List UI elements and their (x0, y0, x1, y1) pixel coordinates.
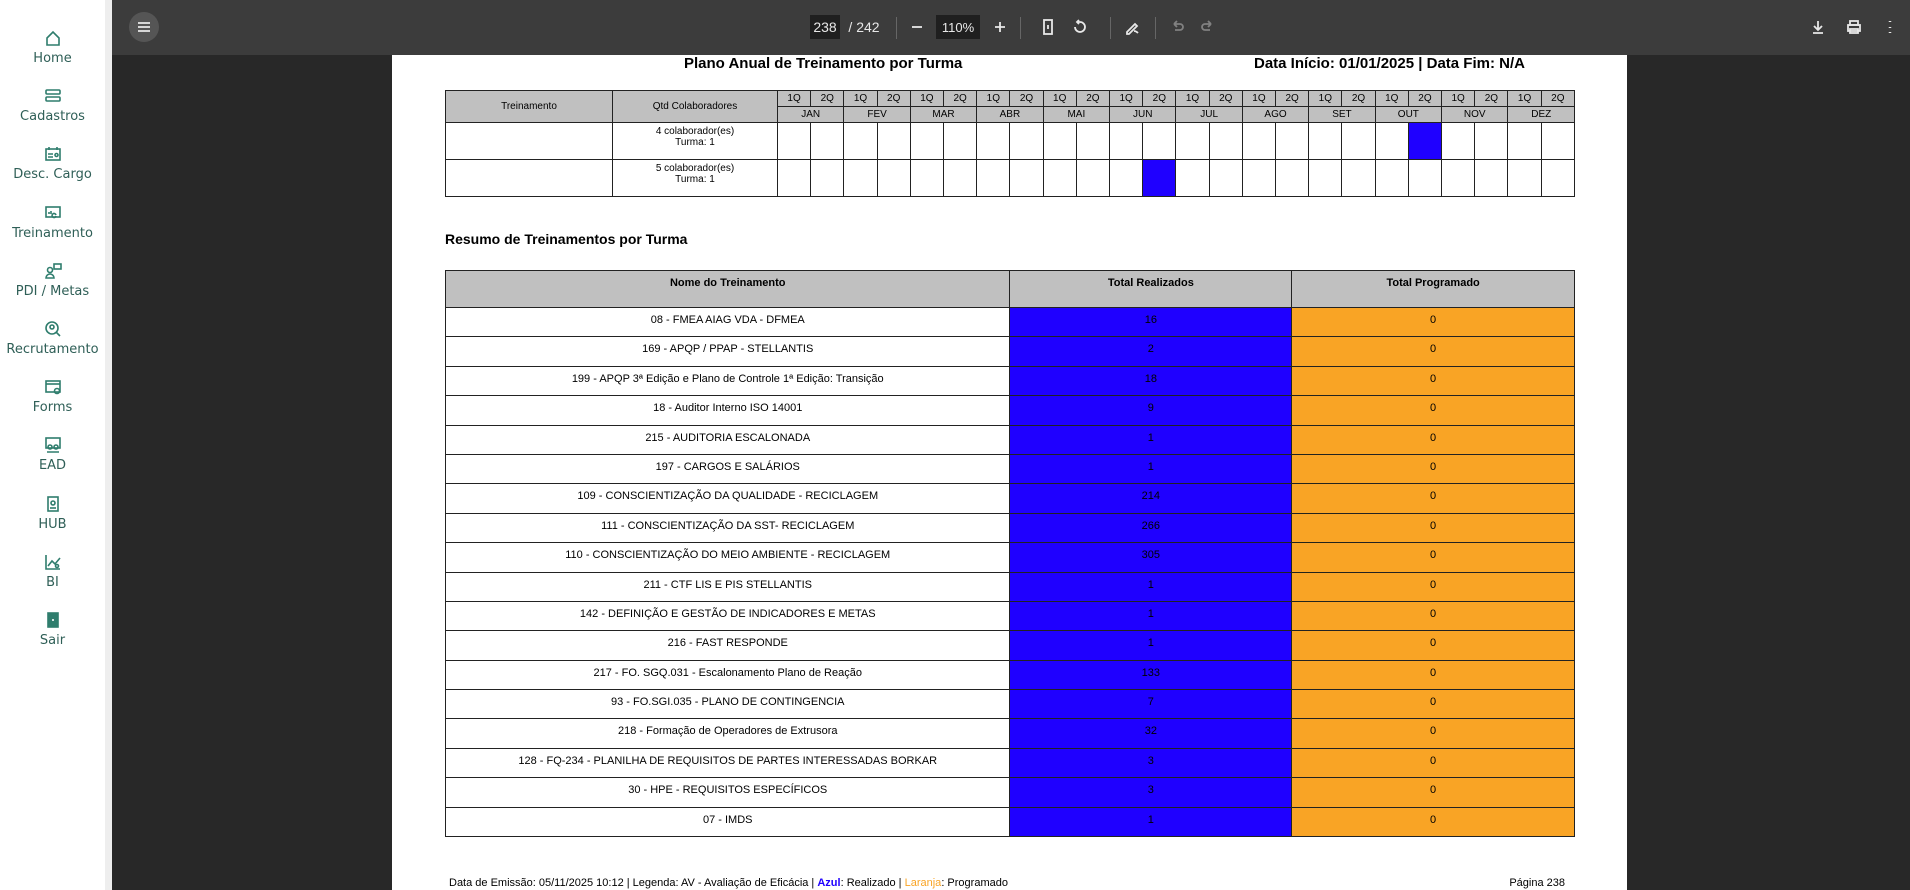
schedule-cell (1076, 160, 1109, 197)
schedule-cell (844, 160, 877, 197)
month-header: ABR (977, 107, 1043, 123)
schedule-cell (1176, 160, 1209, 197)
qty-cell (613, 123, 778, 160)
total-programado: 0 (1292, 337, 1575, 366)
half-header: 1Q (1176, 91, 1209, 107)
half-header: 2Q (1010, 91, 1043, 107)
half-header: 2Q (1408, 91, 1441, 107)
half-header: 2Q (1276, 91, 1309, 107)
schedule-cell (1408, 160, 1441, 197)
total-programado: 0 (1292, 454, 1575, 483)
total-realizados: 7 (1010, 690, 1292, 719)
sidebar-item-label: Sair (39, 633, 66, 648)
training-name: 110 - CONSCIENTIZAÇÃO DO MEIO AMBIENTE - RECICLAGEM (446, 543, 1010, 572)
total-realizados: 1 (1010, 454, 1292, 483)
sidebar-item-ead[interactable] (0, 435, 105, 473)
total-realizados: 214 (1010, 484, 1292, 513)
schedule-cell (1408, 123, 1441, 160)
summary-row (446, 690, 1575, 719)
month-header: JUN (1110, 107, 1176, 123)
training-name: 142 - DEFINIÇÃO E GESTÃO DE INDICADORES E METAS (446, 601, 1010, 630)
sidebar-item-sair[interactable] (0, 610, 105, 648)
half-header: 2Q (1209, 91, 1242, 107)
sidebar-item-cadastros[interactable] (0, 86, 105, 124)
sidebar-item-label: Cadastros (20, 109, 85, 125)
total-realizados: 18 (1010, 366, 1292, 395)
zoom-input[interactable]: 110% (936, 15, 980, 39)
total-realizados: 266 (1010, 513, 1292, 542)
summary-row (446, 807, 1575, 836)
training-name: 18 - Auditor Interno ISO 14001 (446, 396, 1010, 425)
month-header: FEV (844, 107, 910, 123)
qty-text: 4 colaborador(es) (655, 126, 735, 137)
training-name: 218 - Formação de Operadores de Extrusora (446, 719, 1010, 748)
total-realizados: 2 (1010, 337, 1292, 366)
schedule-cell (1508, 160, 1541, 197)
total-realizados: 1 (1010, 572, 1292, 601)
schedule-cell (1242, 160, 1275, 197)
schedule-cell (778, 123, 811, 160)
list-icon (43, 86, 63, 106)
half-header: 2Q (944, 91, 977, 107)
sidebar-item-treinamento[interactable] (0, 203, 105, 241)
schedule-cell (1375, 123, 1408, 160)
schedule-cell (1043, 123, 1076, 160)
sidebar-item-forms[interactable] (0, 377, 105, 415)
sidebar-item-label: Recrutamento (6, 342, 99, 357)
print-button[interactable] (1842, 15, 1866, 39)
total-realizados: 1 (1010, 807, 1292, 836)
summary-header: Nome do Treinamento (446, 271, 1010, 308)
half-header: 1Q (1442, 91, 1475, 107)
search-person-icon (43, 319, 63, 339)
schedule-cell (944, 123, 977, 160)
training-name: 199 - APQP 3ª Edição e Plano de Controle 1ª Edição: Transição (446, 366, 1010, 395)
summary-header-row (446, 271, 1575, 308)
fit-page-icon (1039, 18, 1057, 36)
door-icon (43, 610, 63, 630)
summary-row (446, 631, 1575, 660)
schedule-cell (910, 160, 943, 197)
half-header: 1Q (1242, 91, 1275, 107)
total-realizados: 1 (1010, 631, 1292, 660)
total-programado: 0 (1292, 690, 1575, 719)
month-header: MAI (1043, 107, 1109, 123)
sidebar-item-home[interactable] (0, 28, 105, 66)
half-header: 1Q (1309, 91, 1342, 107)
summary-row (446, 660, 1575, 689)
pdf-toolbar (112, 0, 1910, 55)
total-realizados: 305 (1010, 543, 1292, 572)
download-icon (1809, 18, 1827, 36)
col-training: Treinamento (446, 91, 613, 123)
sidebar-item-desc-cargo[interactable] (0, 144, 105, 182)
half-header: 2Q (1541, 91, 1574, 107)
total-realizados: 3 (1010, 778, 1292, 807)
schedule-cell (1342, 123, 1375, 160)
total-programado: 0 (1292, 660, 1575, 689)
schedule-cell (811, 160, 844, 197)
total-realizados: 9 (1010, 396, 1292, 425)
half-header: 1Q (977, 91, 1010, 107)
total-programado: 0 (1292, 366, 1575, 395)
training-name: 169 - APQP / PPAP - STELLANTIS (446, 337, 1010, 366)
schedule-cell (1342, 160, 1375, 197)
more-options-button[interactable] (1878, 15, 1902, 39)
schedule-cell (811, 123, 844, 160)
month-header: MAR (910, 107, 976, 123)
summary-row (446, 778, 1575, 807)
total-programado: 0 (1292, 396, 1575, 425)
total-realizados: 16 (1010, 308, 1292, 337)
month-header: JUL (1176, 107, 1242, 123)
training-name: 128 - FQ-234 - PLANILHA DE REQUISITOS DE PARTES INTERESSADAS BORKAR (446, 748, 1010, 777)
summary-row (446, 748, 1575, 777)
sidebar-item-bi[interactable] (0, 552, 105, 590)
month-header: SET (1309, 107, 1375, 123)
half-header: 1Q (844, 91, 877, 107)
undo-icon (1168, 18, 1186, 36)
total-programado: 0 (1292, 807, 1575, 836)
plan-row (446, 160, 1575, 197)
total-programado: 0 (1292, 631, 1575, 660)
zoom-out-button[interactable] (905, 15, 929, 39)
turma-text: Turma: 1 (675, 137, 715, 148)
half-header: 2Q (1342, 91, 1375, 107)
total-programado: 0 (1292, 719, 1575, 748)
hamburger-icon (135, 18, 153, 36)
redo-button[interactable] (1196, 15, 1220, 39)
schedule-cell (1508, 123, 1541, 160)
pen-icon (1123, 18, 1141, 36)
sidebar-item-hub[interactable] (0, 494, 105, 532)
page-total: / 242 (848, 19, 880, 35)
legend-orange-text: : Programado (941, 877, 1008, 889)
schedule-cell (1475, 123, 1508, 160)
home-icon (43, 28, 63, 48)
month-header: OUT (1375, 107, 1441, 123)
rotate-button[interactable] (1068, 15, 1092, 39)
classroom-icon (43, 435, 63, 455)
half-header: 1Q (1508, 91, 1541, 107)
sidebar-item-label: HUB (38, 516, 67, 532)
total-programado: 0 (1292, 572, 1575, 601)
menu-button[interactable] (129, 12, 159, 42)
sidebar-item-recrutamento[interactable] (0, 319, 105, 357)
schedule-cell (977, 160, 1010, 197)
sidebar-item-label: BI (46, 574, 59, 590)
half-header: 2Q (811, 91, 844, 107)
undo-button[interactable] (1165, 15, 1189, 39)
footer-legend (449, 877, 1008, 889)
plan-row (446, 123, 1575, 160)
training-name: 111 - CONSCIENTIZAÇÃO DA SST- RECICLAGEM (446, 513, 1010, 542)
summary-header: Total Programado (1292, 271, 1575, 308)
total-realizados: 3 (1010, 748, 1292, 777)
month-header: DEZ (1508, 107, 1575, 123)
id-card-icon (43, 144, 63, 164)
form-icon (43, 377, 63, 397)
sidebar-item-label: Treinamento (12, 225, 93, 241)
schedule-cell (844, 123, 877, 160)
summary-row (446, 513, 1575, 542)
page-number-input[interactable]: 238 (810, 15, 840, 39)
half-header: 1Q (1043, 91, 1076, 107)
summary-row (446, 572, 1575, 601)
training-name: 93 - FO.SGI.035 - PLANO DE CONTINGENCIA (446, 690, 1010, 719)
training-name: 211 - CTF LIS E PIS STELLANTIS (446, 572, 1010, 601)
sidebar-item-label: Home (33, 51, 72, 66)
annual-plan-table (445, 90, 1575, 197)
person-chat-icon (43, 261, 63, 281)
rotate-icon (1071, 18, 1089, 36)
training-name: 216 - FAST RESPONDE (446, 631, 1010, 660)
training-name: 197 - CARGOS E SALÁRIOS (446, 454, 1010, 483)
report-dates: Data Início: 01/01/2025 | Data Fim: N/A (1254, 55, 1525, 72)
schedule-cell (1242, 123, 1275, 160)
schedule-cell (1110, 123, 1143, 160)
summary-title: Resumo de Treinamentos por Turma (445, 231, 688, 247)
total-programado: 0 (1292, 308, 1575, 337)
turma-text: Turma: 1 (675, 174, 715, 185)
training-cell (446, 123, 613, 160)
total-programado: 0 (1292, 778, 1575, 807)
legend-orange: Laranja (904, 877, 942, 889)
total-realizados: 32 (1010, 719, 1292, 748)
fit-page-button[interactable] (1036, 15, 1060, 39)
summary-row (446, 719, 1575, 748)
total-realizados: 133 (1010, 660, 1292, 689)
summary-row (446, 484, 1575, 513)
half-header: 2Q (877, 91, 910, 107)
training-name: 215 - AUDITORIA ESCALONADA (446, 425, 1010, 454)
summary-row (446, 396, 1575, 425)
schedule-cell (1309, 123, 1342, 160)
total-programado: 0 (1292, 748, 1575, 777)
total-programado: 0 (1292, 513, 1575, 542)
month-header: JAN (778, 107, 844, 123)
summary-table (445, 270, 1575, 837)
schedule-cell (1209, 123, 1242, 160)
schedule-cell (1110, 160, 1143, 197)
half-header: 1Q (910, 91, 943, 107)
total-programado: 0 (1292, 484, 1575, 513)
col-qty: Qtd Colaboradores (613, 91, 778, 123)
training-name: 08 - FMEA AIAG VDA - DFMEA (446, 308, 1010, 337)
training-name: 07 - IMDS (446, 807, 1010, 836)
plus-icon (991, 18, 1009, 36)
schedule-cell (1276, 123, 1309, 160)
legend-blue-text: : Realizado | (840, 877, 905, 889)
summary-row (446, 337, 1575, 366)
half-header: 2Q (1143, 91, 1176, 107)
month-header: NOV (1442, 107, 1508, 123)
page-number: Página 238 (1509, 877, 1565, 889)
total-programado: 0 (1292, 543, 1575, 572)
half-header: 2Q (1475, 91, 1508, 107)
schedule-cell (1209, 160, 1242, 197)
schedule-cell (977, 123, 1010, 160)
download-button[interactable] (1806, 15, 1830, 39)
sidebar-item-pdi-metas[interactable] (0, 261, 105, 299)
schedule-cell (1442, 160, 1475, 197)
qty-text: 5 colaborador(es) (655, 163, 735, 174)
schedule-cell (1276, 160, 1309, 197)
month-header: AGO (1242, 107, 1308, 123)
report-title: Plano Anual de Treinamento por Turma (684, 55, 963, 72)
chart-icon (43, 552, 63, 572)
summary-row (446, 601, 1575, 630)
schedule-cell (1375, 160, 1408, 197)
print-icon (1845, 18, 1863, 36)
badge-icon (43, 494, 63, 514)
total-realizados: 1 (1010, 601, 1292, 630)
sidebar-item-label: Desc. Cargo (13, 167, 92, 183)
minus-icon (908, 18, 926, 36)
redo-icon (1199, 18, 1217, 36)
summary-row (446, 366, 1575, 395)
half-header: 1Q (778, 91, 811, 107)
schedule-cell (1143, 123, 1176, 160)
schedule-cell (1176, 123, 1209, 160)
summary-row (446, 308, 1575, 337)
summary-row (446, 425, 1575, 454)
more-vertical-icon (1881, 18, 1899, 36)
schedule-cell (1541, 160, 1574, 197)
schedule-cell (944, 160, 977, 197)
schedule-cell (877, 160, 910, 197)
schedule-cell (1143, 160, 1176, 197)
summary-row (446, 543, 1575, 572)
training-name: 109 - CONSCIENTIZAÇÃO DA QUALIDADE - RECICLAGEM (446, 484, 1010, 513)
schedule-cell (778, 160, 811, 197)
schedule-cell (910, 123, 943, 160)
schedule-cell (1010, 123, 1043, 160)
qty-cell (613, 160, 778, 197)
half-header: 1Q (1375, 91, 1408, 107)
schedule-cell (1010, 160, 1043, 197)
sidebar-item-label: EAD (38, 458, 67, 474)
half-header: 1Q (1110, 91, 1143, 107)
sidebar-item-label: PDI / Metas (15, 283, 90, 299)
schedule-cell (1442, 123, 1475, 160)
summary-row (446, 454, 1575, 483)
schedule-cell (1043, 160, 1076, 197)
schedule-cell (1475, 160, 1508, 197)
pdf-page (392, 55, 1627, 890)
sidebar (0, 0, 112, 890)
footer-text: Data de Emissão: 05/11/2025 10:12 | Legenda: AV - Avaliação de Eficácia | (449, 877, 818, 889)
training-name: 30 - HPE - REQUISITOS ESPECÍFICOS (446, 778, 1010, 807)
zoom-in-button[interactable] (988, 15, 1012, 39)
training-cell (446, 160, 613, 197)
schedule-cell (1076, 123, 1109, 160)
total-programado: 0 (1292, 601, 1575, 630)
schedule-cell (877, 123, 910, 160)
plan-header-row (446, 91, 1575, 107)
legend-blue: Azul (817, 877, 841, 889)
half-header: 2Q (1076, 91, 1109, 107)
draw-button[interactable] (1120, 15, 1144, 39)
summary-header: Total Realizados (1010, 271, 1292, 308)
total-programado: 0 (1292, 425, 1575, 454)
presentation-icon (43, 203, 63, 223)
total-realizados: 1 (1010, 425, 1292, 454)
training-name: 217 - FO. SGQ.031 - Escalonamento Plano de Reação (446, 660, 1010, 689)
schedule-cell (1309, 160, 1342, 197)
sidebar-item-label: Forms (32, 400, 73, 416)
schedule-cell (1541, 123, 1574, 160)
